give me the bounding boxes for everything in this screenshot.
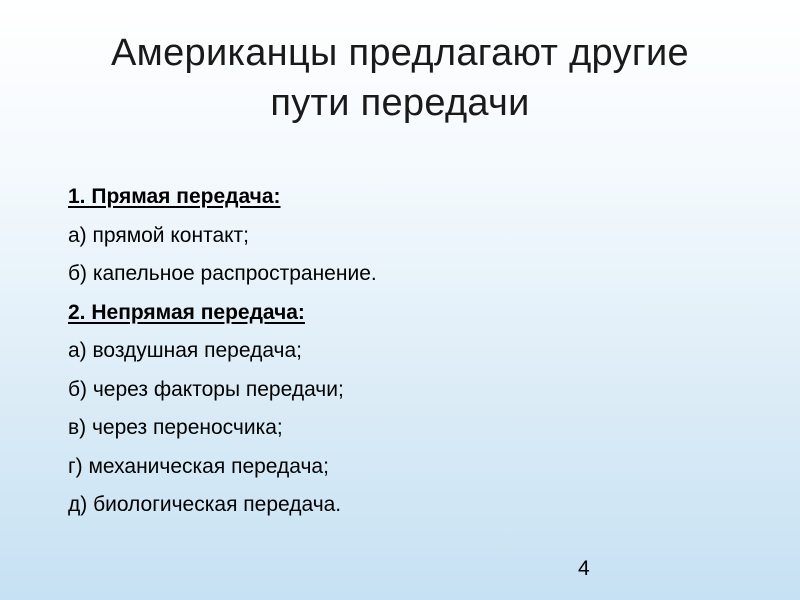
- section-heading-indirect: 2. Непрямая передача:: [68, 300, 305, 324]
- list-item: б) капельное распространение.: [68, 262, 377, 285]
- list-item: б) через факторы передачи;: [68, 377, 344, 401]
- list-item: г) механическая передача;: [68, 454, 329, 478]
- list-item: а) воздушная передача;: [68, 339, 302, 362]
- list-item: а) прямой контакт;: [68, 223, 250, 247]
- list-item: в) через переносчика;: [68, 416, 283, 439]
- slide-title-line-2: пути передачи: [270, 82, 530, 124]
- slide-body: [68, 178, 728, 525]
- list-item: д) биологическая передача.: [68, 493, 342, 516]
- slide-title: [40, 28, 760, 128]
- section-heading-direct: 1. Прямая передача:: [68, 185, 281, 208]
- page-number: 4: [578, 557, 590, 580]
- slide-title-line-1: Американцы предлагают другие: [111, 32, 689, 74]
